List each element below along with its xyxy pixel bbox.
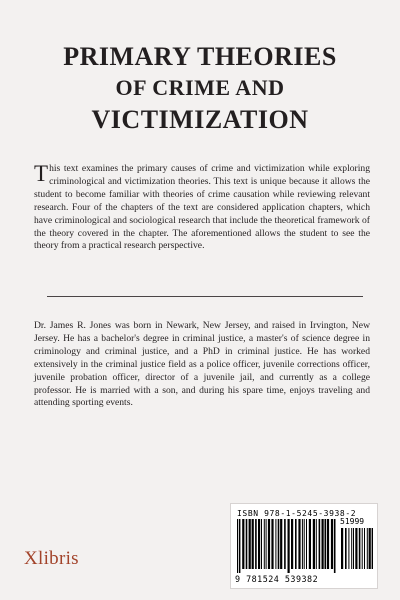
barcode-bar (258, 519, 260, 569)
barcode-bar (302, 519, 303, 569)
barcode-bar (249, 519, 251, 569)
barcode-bar (372, 528, 373, 569)
barcode-bar (306, 519, 307, 569)
barcode-bar (334, 519, 336, 573)
barcode-bar (369, 528, 371, 569)
barcode-bar (298, 519, 300, 569)
barcode-number: 9 781524 539382 (235, 574, 319, 584)
barcode-bar (319, 519, 321, 569)
barcode-bar (362, 528, 363, 569)
section-divider (37, 296, 363, 297)
barcode-bar (252, 519, 254, 569)
barcode-bar (353, 528, 354, 569)
price-code: 51999 (340, 517, 365, 526)
price-barcode-bars (341, 528, 373, 573)
barcode-bar (295, 519, 297, 569)
publisher-logo: Xlibris (24, 548, 79, 569)
barcode-bar (284, 519, 286, 569)
barcode-bar (266, 519, 267, 569)
barcode-bar (325, 519, 327, 569)
barcode-bar (331, 519, 333, 569)
barcode-bar (271, 519, 273, 569)
barcode-bar (255, 519, 257, 569)
barcode-bar (242, 519, 244, 569)
book-description (34, 163, 370, 253)
barcode-bar (348, 528, 349, 569)
barcode-bar (246, 519, 248, 569)
author-bio: Dr. James R. Jones was born in Newark, New Jersey, and raised in Irvington, New Jersey. He has a bachelor's degree in criminal justice, a master's of science degree in criminology and criminal justice, and a PhD in criminal justice. He has worked extensively in the criminal justice field as a police officer, juvenile corrections officer, juvenile probation officer, director of a juvenile jail, and currently as a college professor. He is married with a son, and during his spare time, enjoys traveling and attending sporting events. (34, 320, 370, 409)
barcode-bar (304, 519, 305, 569)
title-line-2: OF CRIME AND (115, 75, 285, 100)
barcode-bar (351, 528, 352, 569)
barcode-bar (264, 519, 265, 569)
barcode-bar (239, 519, 241, 573)
description-text: his text examines the primary causes of crime and victimization while exploring criminological and victimization theories. This text is unique because it allows the student to become familiar with theories of crime causation while reviewing relevant research. Four of the chapters of the text are considered application chapters, which have criminological and sociological research that include the theoretical framework of the theory covered in the chapter. The aforementioned allows the student to see the theory from a practical research perspective. (34, 163, 370, 252)
barcode-bar (237, 519, 238, 573)
barcode-bar (364, 528, 365, 569)
barcode-bar (278, 519, 280, 569)
barcode-bar (355, 528, 357, 569)
isbn-text: ISBN 978-1-5245-3938-2 (237, 509, 357, 518)
barcode-bar (313, 519, 315, 569)
barcode-bars (237, 519, 337, 573)
barcode-bar (280, 519, 282, 569)
title-line-1: PRIMARY THEORIES (63, 42, 337, 71)
barcode-bar (288, 519, 290, 573)
book-title (0, 44, 400, 133)
barcode-bar (275, 519, 276, 569)
barcode-bar (345, 528, 347, 569)
barcode-bar (268, 519, 270, 569)
barcode-bar (309, 519, 311, 569)
barcode-bar (367, 528, 368, 569)
title-line-3: VICTIMIZATION (91, 105, 309, 134)
barcode-bar (327, 519, 329, 569)
barcode-bar (359, 528, 361, 569)
barcode-block (230, 503, 378, 589)
barcode-bar (261, 519, 262, 569)
barcode-bar (341, 528, 343, 569)
drop-cap: T (34, 161, 49, 186)
barcode-bar (316, 519, 317, 569)
barcode-bar (322, 519, 324, 569)
barcode-bar (291, 519, 293, 569)
